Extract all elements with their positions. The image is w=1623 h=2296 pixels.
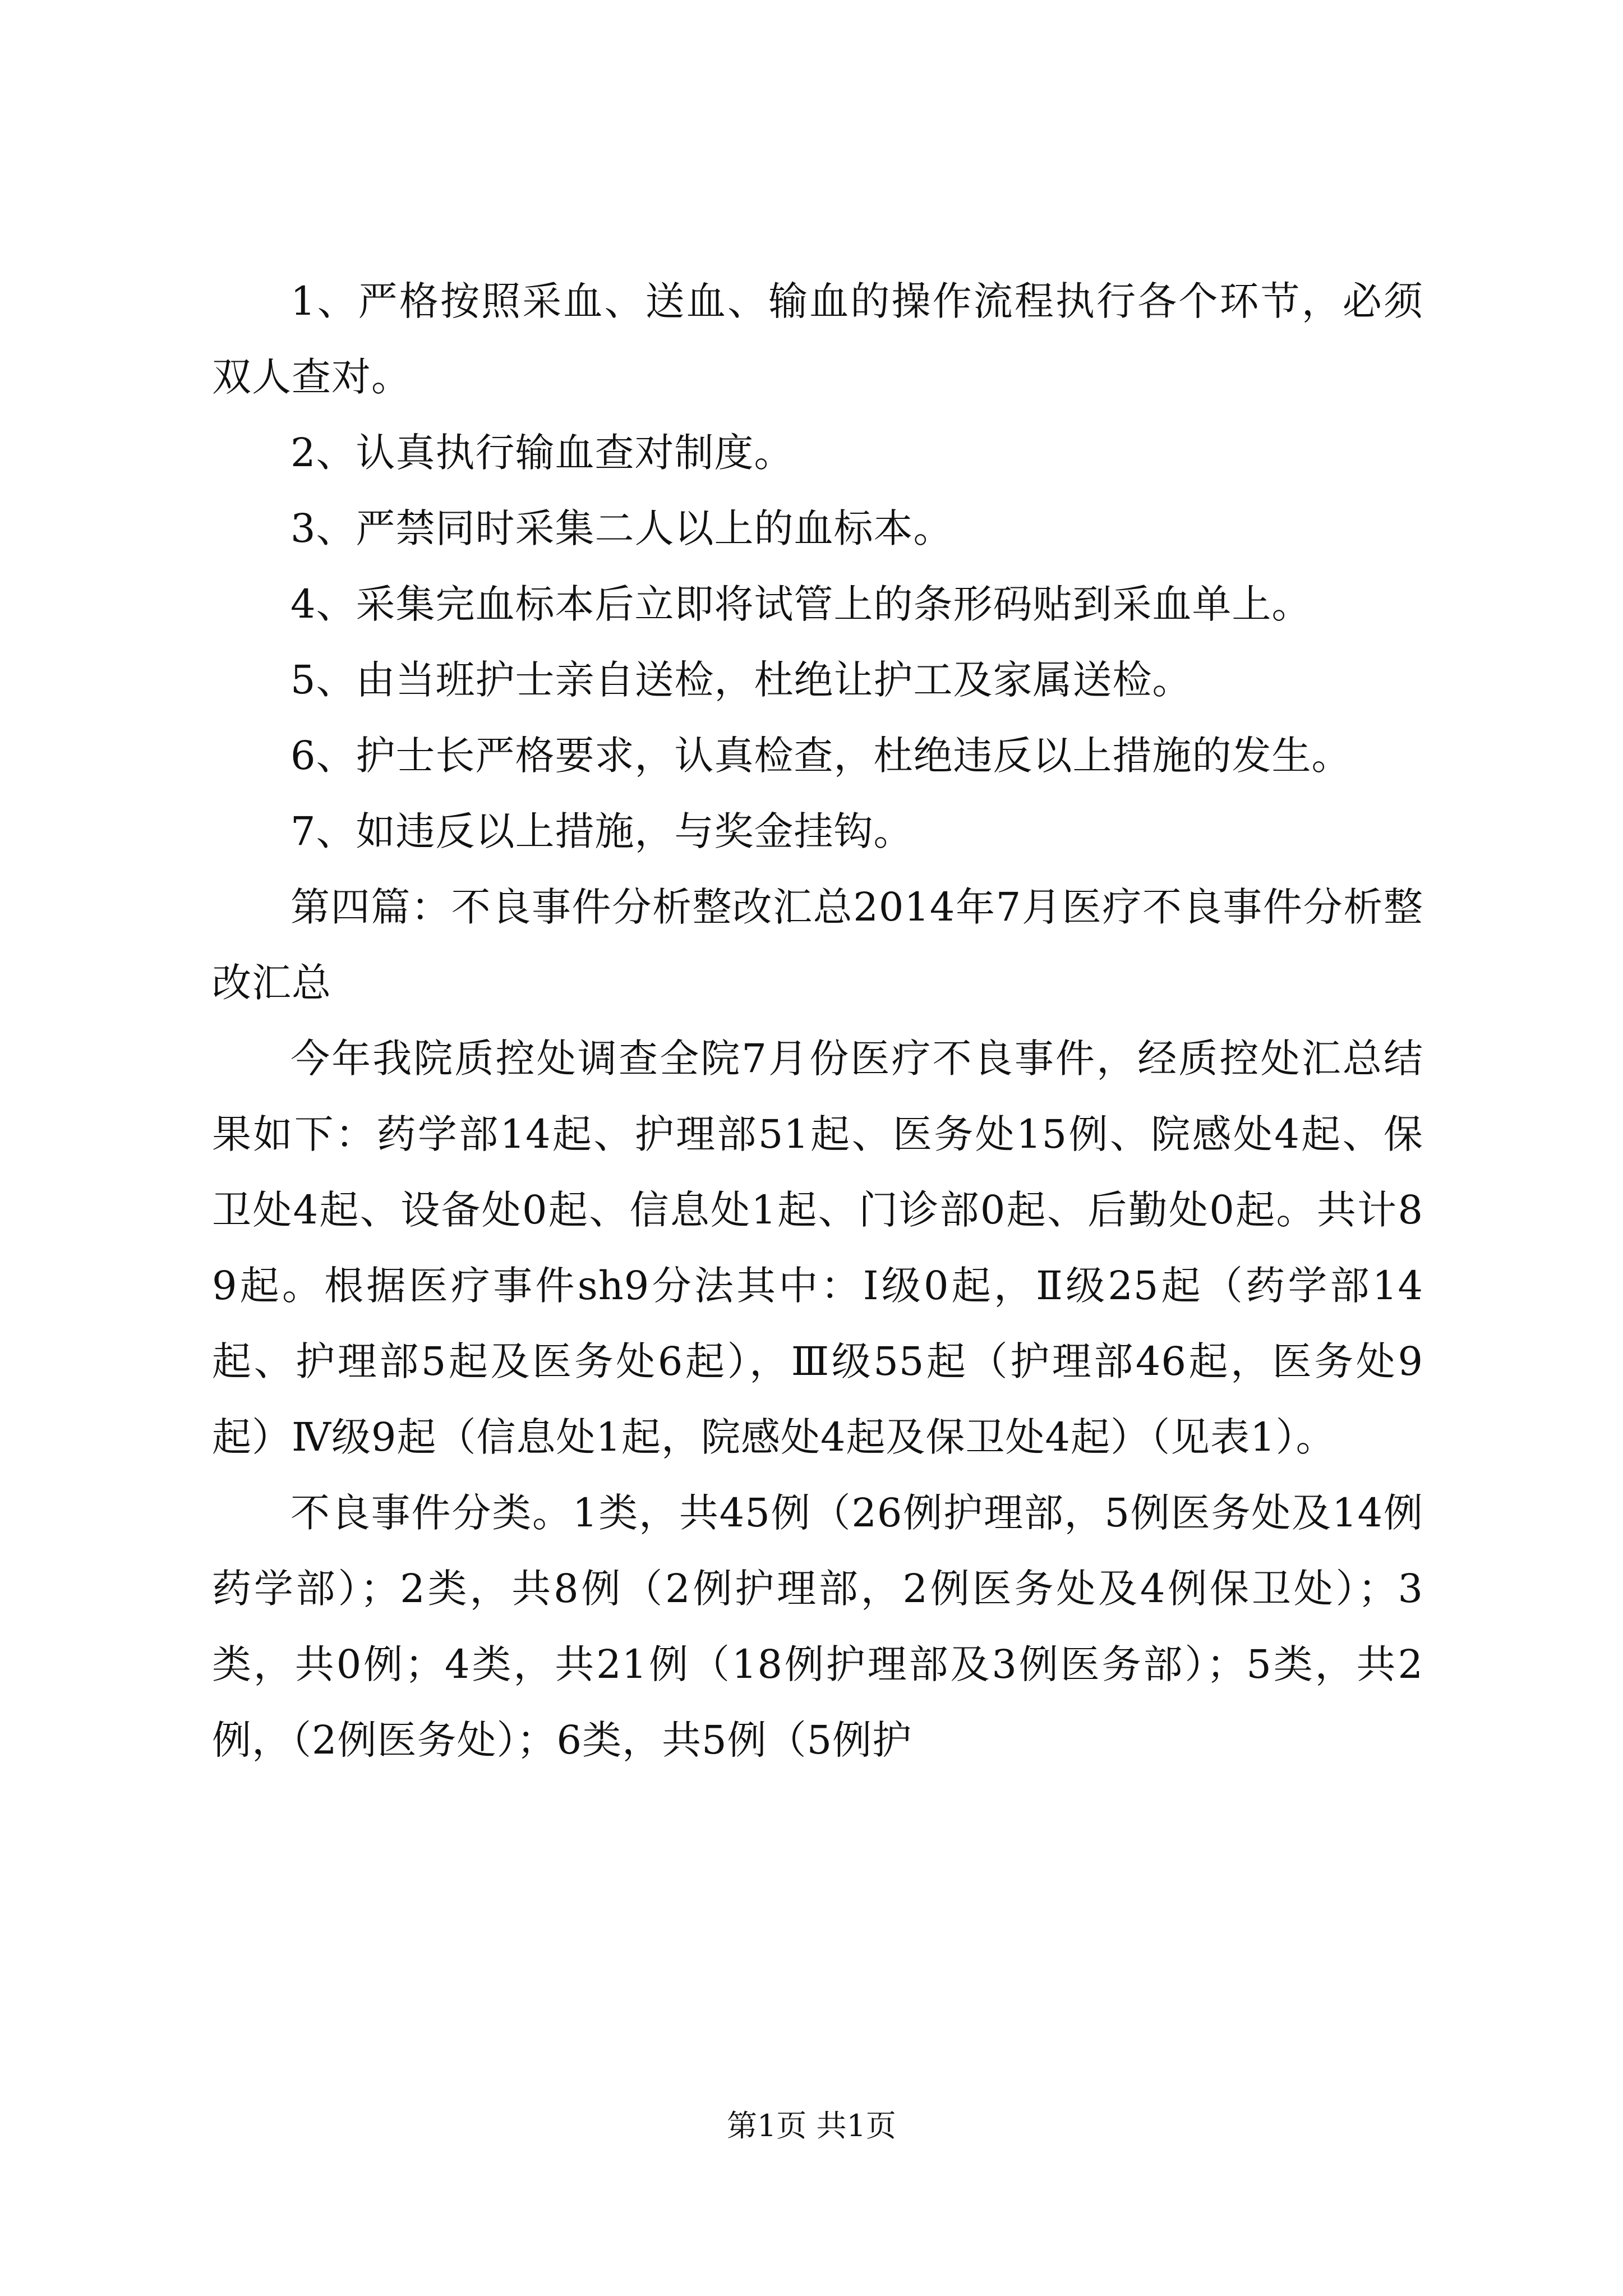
paragraph-measure-1: 1、严格按照采血、送血、输血的操作流程执行各个环节，必须双人查对。 bbox=[212, 278, 1423, 400]
section-heading: 第四篇：不良事件分析整改汇总2014年7月医疗不良事件分析整改汇总 bbox=[212, 884, 1423, 1006]
paragraph-measure-7: 7、如违反以上措施，与奖金挂钩。 bbox=[291, 808, 914, 854]
paragraph-measure-3: 3、严禁同时采集二人以上的血标本。 bbox=[291, 505, 953, 551]
paragraph-measure-4: 4、采集完血标本后立即将试管上的条形码贴到采血单上。 bbox=[291, 581, 1312, 627]
paragraph-measure-2: 2、认真执行输血查对制度。 bbox=[291, 430, 794, 476]
page-footer: 第1页 共1页 bbox=[727, 2108, 896, 2143]
document-body bbox=[212, 264, 1423, 1778]
paragraph-measure-6: 6、护士长严格要求，认真检查，杜绝违反以上措施的发生。 bbox=[291, 733, 1352, 779]
paragraph-classification: 不良事件分类。1类，共45例（26例护理部，5例医务处及14例药学部）；2类，共8例（2例护理部，2例医务处及4例保卫处）；3类，共0例；4类，共21例（18例护理部及3例医务部）；5类，共2例，（2例医务处）；6类，共5例（5例护 bbox=[212, 1490, 1423, 1763]
paragraph-measure-5: 5、由当班护士亲自送检，杜绝让护工及家属送检。 bbox=[291, 657, 1192, 703]
paragraph-summary: 今年我院质控处调查全院7月份医疗不良事件，经质控处汇总结果如下：药学部14起、护理部51起、医务处15例、院感处4起、保卫处4起、设备处0起、信息处1起、门诊部0起、后勤处0起。共计89起。根据医疗事件sh9分法其中：Ⅰ级0起，Ⅱ级25起（药学部14起、护理部5起及医务处6起），Ⅲ级55起（护理部46起，医务处9起）Ⅳ级9起（信息处1起，院感处4起及保卫处4起）（见表1）。 bbox=[212, 1036, 1423, 1460]
